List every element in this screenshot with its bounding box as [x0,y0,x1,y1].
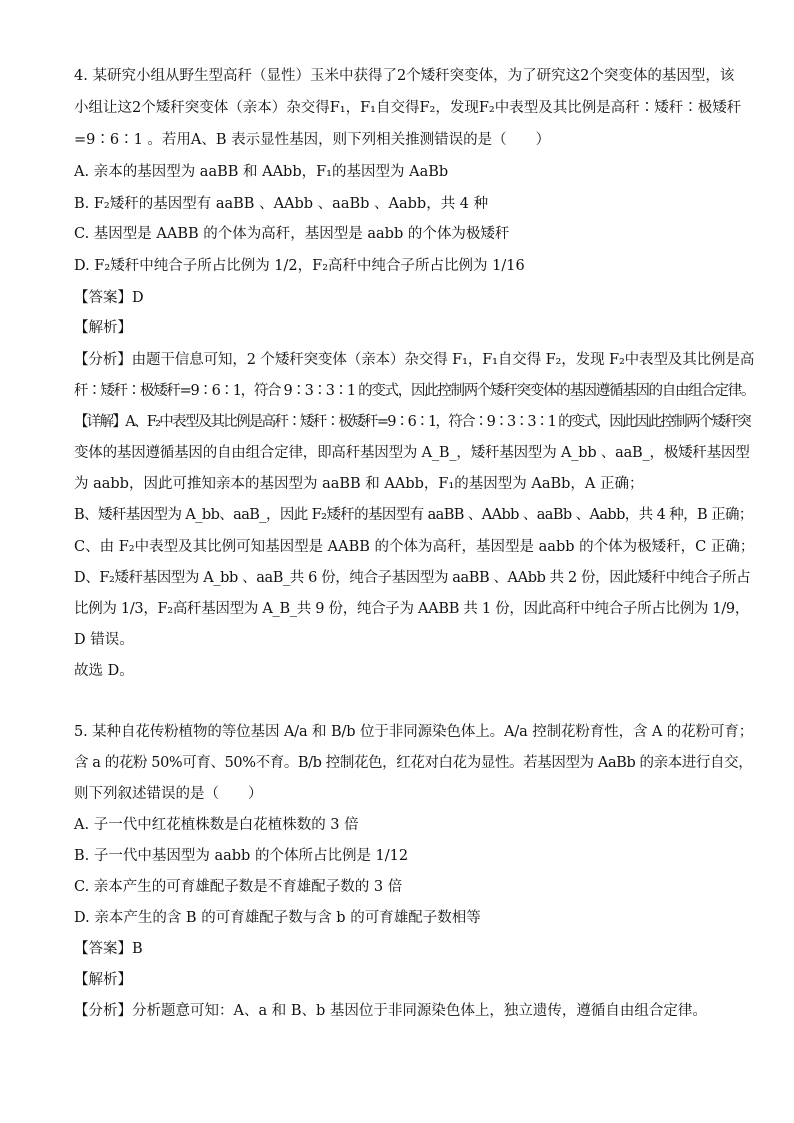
q5-option-a: A. 子一代中红花植株数是白花植株数的 3 倍 [74,817,359,833]
q4-detail-line-8: D 错误。 [74,632,134,648]
q4-detail-line-1: 【详解】A、F₂中表型及其比例是高秆∶矮秆∶极矮秆=9∶6∶1，符合∶9∶3∶3∶1 的变式，因此因此控制两个矮秆突 [74,414,751,430]
q4-detail-line-2: 变体的基因遵循基因的自由组合定律，即高秆基因型为 A_B_，矮秆基因型为 A_bb 、aaB_，极矮秆基因型 [74,445,750,461]
q4-option-c: C. 基因型是 AABB 的个体为高秆，基因型是 aabb 的个体为极矮秆 [74,226,510,242]
q4-analysis-line-1: 【分析】由题干信息可知，2 个矮秆突变体（亲本）杂交得 F₁，F₁自交得 F₂，发现 F₂中表型及其比例是高 [74,352,755,368]
q4-stem-line-3: =9∶6∶1 。若用A、B 表示显性基因，则下列相关推测错误的是（ ） [74,132,551,148]
q5-answer: 【答案】B [74,941,143,957]
q4-detail-line-3: 为 aabb，因此可推知亲本的基因型为 aaBB 和 AAbb，F₁的基因型为 AaBb，A 正确； [74,476,644,492]
q4-option-d: D. F₂矮秆中纯合子所占比例为 1/2，F₂高秆中纯合子所占比例为 1/16 [74,258,525,274]
q4-option-a: A. 亲本的基因型为 aaBB 和 AAbb，F₁的基因型为 AaBb [74,164,449,180]
q4-detail-line-5: C、由 F₂中表型及其比例可知基因型是 AABB 的个体为高秆，基因型是 aabb 的个体为极矮秆，C 正确； [74,539,755,555]
q5-option-c: C. 亲本产生的可育雄配子数是不育雄配子数的 3 倍 [74,879,403,895]
q4-detail-line-4: B、矮秆基因型为 A_bb、aaB_，因此 F₂矮秆的基因型有 aaBB 、AAbb 、aaBb 、Aabb，共 4 种，B 正确； [74,507,753,523]
q4-analysis-line-2: 秆∶矮秆∶极矮秆=9∶6∶1，符合 9∶3∶3∶1 的变式，因此控制两个矮秆突变体的基因遵循基因的自由组合定律。 [74,383,755,399]
q5-stem-line-2: 含 a 的花粉 50%可育、50%不育。B/b 控制花色，红花对白花为显性。若基因型为 AaBb 的亲本进行自交， [74,755,753,771]
q5-stem-line-1: 5. 某种自花传粉植物的等位基因 A/a 和 B/b 位于非同源染色体上。A/a 控制花粉育性，含 A 的花粉可育； [74,724,754,740]
q4-answer: 【答案】D [74,290,144,306]
q4-stem-line-2: 小组让这2个矮秆突变体（亲本）杂交得F₁，F₁自交得F₂，发现F₂中表型及其比例是高秆∶矮秆∶极矮秆 [74,100,742,116]
q5-option-d: D. 亲本产生的含 B 的可育雄配子数与含 b 的可育雄配子数相等 [74,910,481,926]
q4-conclusion: 故选 D。 [74,663,134,679]
q4-detail-line-7: 比例为 1/3，F₂高秆基因型为 A_B_共 9 份，纯合子为 AABB 共 1 份，因此高秆中纯合子所占比例为 1/9， [74,601,750,617]
q5-option-b: B. 子一代中基因型为 aabb 的个体所占比例是 1/12 [74,848,409,864]
q4-stem-line-1: 4. 某研究小组从野生型高秆（显性）玉米中获得了2个矮秆突变体，为了研究这2个突变体的基因型，该 [74,68,735,84]
q4-analysis-title: 【解析】 [74,320,132,336]
q4-option-b: B. F₂矮秆的基因型有 aaBB 、AAbb 、aaBb 、Aabb，共 4 种 [74,196,489,212]
q5-analysis-title: 【解析】 [74,972,132,988]
q4-detail-line-6: D、F₂矮秆基因型为 A_bb 、aaB_共 6 份，纯合子基因型为 aaBB 、AAbb 共 2 份，因此矮秆中纯合子所占 [74,570,751,586]
q5-stem-line-3: 则下列叙述错误的是（ ） [74,786,263,802]
q5-analysis-line-1: 【分析】分析题意可知：A、a 和 B、b 基因位于非同源染色体上，独立遗传，遵循自由组合定律。 [74,1003,707,1019]
